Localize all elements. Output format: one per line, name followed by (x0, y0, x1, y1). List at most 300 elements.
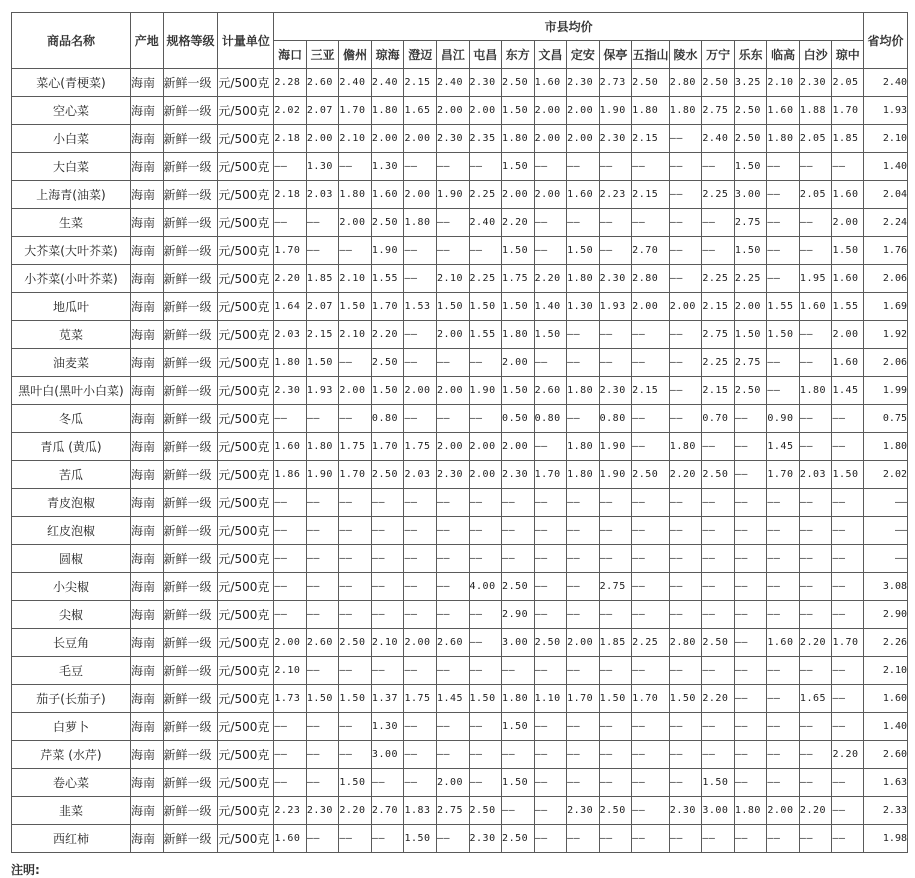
price-cell: 1.55 (371, 265, 404, 293)
unit-cell: 元/500克 (218, 489, 274, 517)
price-cell: —— (632, 349, 670, 377)
city-header: 海口 (274, 41, 307, 69)
price-cell: 1.50 (469, 293, 502, 321)
origin-cell: 海南 (130, 825, 163, 853)
province-average-cell: 2.06 (864, 265, 908, 293)
price-cell: 2.03 (274, 321, 307, 349)
price-cell: —— (734, 657, 767, 685)
origin-cell: 海南 (130, 685, 163, 713)
price-cell: —— (306, 741, 339, 769)
unit-cell: 元/500克 (218, 629, 274, 657)
price-cell: —— (702, 517, 735, 545)
price-cell: 1.50 (669, 685, 702, 713)
price-cell: 2.50 (371, 461, 404, 489)
price-cell: —— (436, 517, 469, 545)
price-cell: —— (767, 573, 800, 601)
price-cell: 1.37 (371, 685, 404, 713)
price-cell: 1.50 (599, 685, 632, 713)
price-cell: —— (404, 489, 437, 517)
price-cell: 2.40 (436, 69, 469, 97)
product-name-cell: 韭菜 (12, 797, 131, 825)
price-cell: —— (534, 237, 567, 265)
price-cell: 1.60 (371, 181, 404, 209)
price-cell: —— (832, 153, 864, 181)
unit-cell: 元/500克 (218, 517, 274, 545)
price-cell: —— (567, 153, 600, 181)
price-cell: —— (669, 125, 702, 153)
origin-cell: 海南 (130, 181, 163, 209)
price-cell: —— (767, 153, 800, 181)
price-cell: 1.60 (832, 349, 864, 377)
product-name-cell: 茄子(长茄子) (12, 685, 131, 713)
price-cell: —— (799, 489, 832, 517)
price-cell: —— (534, 433, 567, 461)
price-cell: 3.00 (702, 797, 735, 825)
table-row (12, 209, 908, 237)
price-cell: —— (534, 349, 567, 377)
product-name-cell: 红皮泡椒 (12, 517, 131, 545)
product-name-cell: 芹菜 (水芹) (12, 741, 131, 769)
price-cell: —— (371, 573, 404, 601)
price-cell: —— (734, 769, 767, 797)
table-row (12, 657, 908, 685)
unit-cell: 元/500克 (218, 293, 274, 321)
product-name-cell: 上海青(油菜) (12, 181, 131, 209)
city-header: 陵水 (669, 41, 702, 69)
price-cell: 2.20 (799, 629, 832, 657)
price-cell: 2.15 (702, 293, 735, 321)
price-cell: —— (669, 181, 702, 209)
price-cell: —— (371, 601, 404, 629)
price-cell: 2.25 (469, 181, 502, 209)
grade-cell: 新鲜一级 (163, 629, 218, 657)
grade-cell: 新鲜一级 (163, 517, 218, 545)
price-cell: 2.70 (371, 797, 404, 825)
price-cell: 1.70 (371, 293, 404, 321)
price-cell: —— (404, 517, 437, 545)
price-cell: —— (502, 545, 535, 573)
price-cell: 2.20 (669, 461, 702, 489)
price-cell: 2.50 (469, 797, 502, 825)
price-cell: 1.65 (799, 685, 832, 713)
price-cell: 2.25 (734, 265, 767, 293)
price-cell: 1.80 (567, 377, 600, 405)
origin-cell: 海南 (130, 797, 163, 825)
product-name-cell: 黑叶白(黑叶小白菜) (12, 377, 131, 405)
price-cell: 1.55 (767, 293, 800, 321)
price-cell: —— (469, 769, 502, 797)
price-cell: 2.60 (306, 629, 339, 657)
price-cell: 1.50 (502, 713, 535, 741)
price-cell: 2.00 (436, 97, 469, 125)
price-cell: 1.45 (832, 377, 864, 405)
grade-cell: 新鲜一级 (163, 657, 218, 685)
price-cell: 2.80 (669, 69, 702, 97)
price-cell: 2.60 (436, 629, 469, 657)
price-cell: —— (534, 153, 567, 181)
price-cell: 2.00 (339, 377, 372, 405)
origin-cell: 海南 (130, 69, 163, 97)
price-cell: 1.50 (832, 237, 864, 265)
price-cell: —— (567, 209, 600, 237)
product-name-cell: 大白菜 (12, 153, 131, 181)
price-cell: —— (567, 321, 600, 349)
price-cell: 2.80 (632, 265, 670, 293)
price-cell: 1.60 (832, 265, 864, 293)
price-cell: 2.60 (534, 377, 567, 405)
price-cell: —— (339, 601, 372, 629)
price-cell: 2.00 (404, 629, 437, 657)
city-header: 保亭 (599, 41, 632, 69)
price-cell: 1.80 (799, 377, 832, 405)
price-cell: —— (436, 825, 469, 853)
price-cell: 1.75 (404, 685, 437, 713)
price-cell: —— (339, 489, 372, 517)
price-cell: —— (339, 713, 372, 741)
province-average-cell: 1.69 (864, 293, 908, 321)
price-cell: 2.50 (702, 629, 735, 657)
price-cell: —— (436, 237, 469, 265)
price-cell: 2.30 (567, 797, 600, 825)
price-cell: 2.50 (534, 629, 567, 657)
price-cell: 2.30 (599, 125, 632, 153)
price-cell: 1.60 (767, 97, 800, 125)
price-cell: —— (832, 433, 864, 461)
price-cell: 2.00 (832, 209, 864, 237)
price-cell: —— (832, 517, 864, 545)
price-cell: 0.90 (767, 405, 800, 433)
price-table (11, 12, 908, 853)
price-cell: 2.18 (274, 181, 307, 209)
price-cell: 1.60 (832, 181, 864, 209)
price-cell: —— (799, 153, 832, 181)
product-name-cell: 卷心菜 (12, 769, 131, 797)
price-cell: —— (502, 741, 535, 769)
price-cell: 2.00 (567, 629, 600, 657)
header-name: 商品名称 (12, 13, 131, 69)
price-cell: 2.30 (306, 797, 339, 825)
grade-cell: 新鲜一级 (163, 265, 218, 293)
unit-cell: 元/500克 (218, 657, 274, 685)
price-cell: 1.50 (469, 685, 502, 713)
price-cell: 1.70 (832, 629, 864, 657)
price-cell: —— (534, 517, 567, 545)
price-cell: 2.15 (306, 321, 339, 349)
city-header: 三亚 (306, 41, 339, 69)
price-cell: —— (632, 209, 670, 237)
table-row (12, 125, 908, 153)
province-average-cell: 2.40 (864, 69, 908, 97)
price-cell: —— (404, 601, 437, 629)
product-name-cell: 长豆角 (12, 629, 131, 657)
price-cell: 2.00 (502, 433, 535, 461)
origin-cell: 海南 (130, 629, 163, 657)
price-cell: —— (702, 601, 735, 629)
price-cell: 2.25 (702, 265, 735, 293)
price-cell: 1.70 (339, 461, 372, 489)
price-cell: —— (436, 545, 469, 573)
price-cell: 2.10 (767, 69, 800, 97)
price-cell: —— (702, 209, 735, 237)
price-cell: —— (632, 741, 670, 769)
price-cell: —— (306, 825, 339, 853)
price-cell: —— (274, 545, 307, 573)
price-cell: 2.50 (339, 629, 372, 657)
price-cell: —— (669, 349, 702, 377)
price-cell: 2.75 (702, 321, 735, 349)
price-cell: 2.40 (371, 69, 404, 97)
unit-cell: 元/500克 (218, 601, 274, 629)
price-cell: 1.80 (567, 461, 600, 489)
price-cell: —— (404, 265, 437, 293)
price-cell: 1.50 (502, 237, 535, 265)
price-cell: 1.50 (306, 349, 339, 377)
price-cell: —— (702, 713, 735, 741)
price-cell: —— (567, 825, 600, 853)
price-cell: 2.50 (632, 461, 670, 489)
unit-cell: 元/500克 (218, 433, 274, 461)
price-cell: —— (799, 545, 832, 573)
price-cell: —— (669, 657, 702, 685)
price-cell: 2.18 (274, 125, 307, 153)
table-row (12, 69, 908, 97)
province-average-cell: 1.76 (864, 237, 908, 265)
table-row (12, 545, 908, 573)
table-row (12, 769, 908, 797)
price-cell: —— (469, 657, 502, 685)
price-cell: —— (306, 769, 339, 797)
province-average-cell: 2.90 (864, 601, 908, 629)
price-cell: —— (702, 153, 735, 181)
price-cell: —— (274, 741, 307, 769)
price-cell: —— (534, 769, 567, 797)
price-cell: 1.95 (799, 265, 832, 293)
price-cell: 2.60 (306, 69, 339, 97)
province-average-cell: 2.26 (864, 629, 908, 657)
price-cell: 1.80 (669, 97, 702, 125)
price-cell: —— (734, 713, 767, 741)
price-cell: 2.00 (274, 629, 307, 657)
price-cell: —— (767, 741, 800, 769)
price-cell: —— (306, 657, 339, 685)
price-cell: —— (436, 741, 469, 769)
price-cell: 2.75 (599, 573, 632, 601)
price-cell: —— (469, 713, 502, 741)
price-cell: —— (702, 741, 735, 769)
table-row (12, 685, 908, 713)
price-cell: 2.50 (632, 69, 670, 97)
price-cell: 2.00 (734, 293, 767, 321)
price-cell: 2.00 (404, 377, 437, 405)
price-cell: —— (669, 321, 702, 349)
price-cell: 1.88 (799, 97, 832, 125)
grade-cell: 新鲜一级 (163, 405, 218, 433)
province-average-cell: 1.63 (864, 769, 908, 797)
origin-cell: 海南 (130, 377, 163, 405)
price-cell: 2.30 (502, 461, 535, 489)
price-cell: —— (734, 489, 767, 517)
price-cell: —— (734, 517, 767, 545)
price-cell: —— (767, 769, 800, 797)
price-cell: —— (599, 741, 632, 769)
price-cell: 2.25 (632, 629, 670, 657)
price-cell: 2.03 (306, 181, 339, 209)
price-cell: —— (371, 825, 404, 853)
price-cell: —— (534, 545, 567, 573)
price-cell: 2.30 (567, 69, 600, 97)
price-cell: —— (799, 433, 832, 461)
table-row (12, 349, 908, 377)
price-cell: —— (567, 769, 600, 797)
price-cell: 1.53 (404, 293, 437, 321)
price-cell: —— (832, 545, 864, 573)
province-average-cell: 2.10 (864, 657, 908, 685)
price-cell: 2.50 (371, 209, 404, 237)
city-header: 屯昌 (469, 41, 502, 69)
price-cell: 1.50 (436, 293, 469, 321)
price-cell: 2.50 (599, 797, 632, 825)
price-cell: —— (669, 377, 702, 405)
price-cell: —— (767, 601, 800, 629)
price-cell: 1.80 (767, 125, 800, 153)
price-cell: —— (767, 237, 800, 265)
province-average-cell: 2.24 (864, 209, 908, 237)
price-cell: 2.00 (436, 321, 469, 349)
price-cell: 1.80 (274, 349, 307, 377)
grade-cell: 新鲜一级 (163, 433, 218, 461)
price-cell: 2.50 (502, 825, 535, 853)
origin-cell: 海南 (130, 321, 163, 349)
price-cell: —— (669, 517, 702, 545)
grade-cell: 新鲜一级 (163, 713, 218, 741)
price-cell: 1.50 (306, 685, 339, 713)
table-row (12, 601, 908, 629)
price-cell: 0.80 (534, 405, 567, 433)
price-cell: 1.50 (567, 237, 600, 265)
price-cell: —— (599, 237, 632, 265)
price-cell: —— (599, 713, 632, 741)
city-header: 万宁 (702, 41, 735, 69)
table-row (12, 377, 908, 405)
province-average-cell: 2.06 (864, 349, 908, 377)
price-cell: —— (632, 321, 670, 349)
price-cell: —— (632, 545, 670, 573)
price-cell: —— (767, 349, 800, 377)
price-cell: —— (436, 489, 469, 517)
price-cell: —— (534, 657, 567, 685)
price-cell: —— (669, 237, 702, 265)
price-cell: —— (306, 405, 339, 433)
grade-cell: 新鲜一级 (163, 377, 218, 405)
price-cell: —— (371, 657, 404, 685)
grade-cell: 新鲜一级 (163, 293, 218, 321)
price-cell: —— (702, 237, 735, 265)
table-row (12, 97, 908, 125)
province-average-cell: 1.92 (864, 321, 908, 349)
price-cell: —— (669, 489, 702, 517)
price-cell: 1.80 (371, 97, 404, 125)
price-cell: 1.80 (502, 685, 535, 713)
city-header: 昌江 (436, 41, 469, 69)
price-cell: —— (669, 741, 702, 769)
price-cell: —— (832, 685, 864, 713)
city-header: 琼中 (832, 41, 864, 69)
price-cell: 2.30 (599, 265, 632, 293)
price-cell: —— (339, 825, 372, 853)
price-cell: —— (767, 377, 800, 405)
price-cell: 2.00 (502, 349, 535, 377)
price-cell: —— (799, 517, 832, 545)
price-cell: —— (436, 405, 469, 433)
price-cell: —— (404, 713, 437, 741)
unit-cell: 元/500克 (218, 209, 274, 237)
grade-cell: 新鲜一级 (163, 125, 218, 153)
grade-cell: 新鲜一级 (163, 321, 218, 349)
price-cell: —— (669, 769, 702, 797)
price-cell: 2.10 (436, 265, 469, 293)
price-cell: —— (469, 405, 502, 433)
price-cell: 2.90 (502, 601, 535, 629)
price-cell: —— (734, 825, 767, 853)
table-row (12, 741, 908, 769)
price-cell: 2.00 (567, 125, 600, 153)
origin-cell: 海南 (130, 125, 163, 153)
price-cell: 2.50 (502, 69, 535, 97)
price-cell: 2.30 (436, 461, 469, 489)
grade-cell: 新鲜一级 (163, 237, 218, 265)
province-average-cell: 1.80 (864, 433, 908, 461)
price-cell: —— (534, 713, 567, 741)
price-cell: 3.00 (502, 629, 535, 657)
product-name-cell: 小白菜 (12, 125, 131, 153)
price-cell: —— (599, 769, 632, 797)
price-cell: —— (599, 153, 632, 181)
product-name-cell: 菜心(青梗菜) (12, 69, 131, 97)
price-cell: 2.20 (274, 265, 307, 293)
price-cell: 1.70 (767, 461, 800, 489)
price-cell: 2.23 (599, 181, 632, 209)
unit-cell: 元/500克 (218, 825, 274, 853)
price-cell: 2.30 (799, 69, 832, 97)
price-cell: —— (632, 433, 670, 461)
price-cell: —— (599, 321, 632, 349)
price-cell: —— (669, 153, 702, 181)
price-cell: —— (799, 825, 832, 853)
city-header: 乐东 (734, 41, 767, 69)
table-row (12, 489, 908, 517)
price-cell: —— (669, 265, 702, 293)
price-cell: 1.80 (502, 321, 535, 349)
price-cell: 2.00 (534, 125, 567, 153)
price-cell: —— (599, 825, 632, 853)
price-cell: —— (632, 405, 670, 433)
unit-cell: 元/500克 (218, 321, 274, 349)
price-cell: —— (339, 237, 372, 265)
table-row (12, 153, 908, 181)
table-row (12, 573, 908, 601)
price-cell: 1.50 (832, 461, 864, 489)
price-cell: —— (404, 349, 437, 377)
price-cell: 1.80 (404, 209, 437, 237)
price-cell: 2.00 (832, 321, 864, 349)
origin-cell: 海南 (130, 573, 163, 601)
city-header: 儋州 (339, 41, 372, 69)
price-cell: 1.50 (534, 321, 567, 349)
price-cell: —— (599, 517, 632, 545)
price-cell: —— (436, 349, 469, 377)
note-label: 注明: (11, 863, 40, 877)
price-cell: —— (469, 601, 502, 629)
